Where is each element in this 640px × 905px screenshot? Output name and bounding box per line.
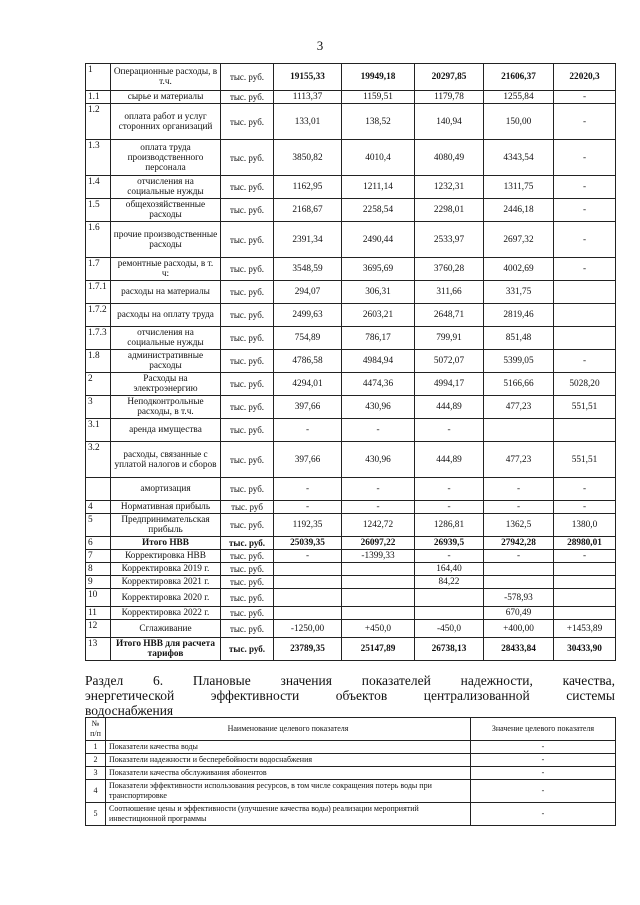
row-value-cell: 2258,54 bbox=[342, 199, 415, 222]
row-value-cell: 477,23 bbox=[484, 442, 554, 478]
row-name-cell: ремонтные расходы, в т. ч: bbox=[111, 258, 221, 281]
row-value-cell: 397,66 bbox=[274, 396, 342, 419]
row-unit-cell: тыс. руб. bbox=[221, 91, 274, 104]
row-value-cell: 30433,90 bbox=[554, 638, 616, 661]
section-6-heading-line-1: Раздел 6. Плановые значения показателей надежности, качества, bbox=[85, 673, 615, 688]
row-name-cell: Сглаживание bbox=[111, 620, 221, 638]
row-value-cell bbox=[554, 304, 616, 327]
table-row bbox=[86, 803, 616, 826]
row-value-cell: - bbox=[554, 199, 616, 222]
table-row bbox=[86, 741, 616, 754]
row-value-cell: 2819,46 bbox=[484, 304, 554, 327]
row-value-cell: 25039,35 bbox=[274, 537, 342, 550]
row-value-cell: 1179,78 bbox=[415, 91, 484, 104]
row-name-cell: Предпринимательская прибыль bbox=[111, 514, 221, 537]
row-number-cell: 2 bbox=[86, 373, 111, 396]
row-number-cell: 3.2 bbox=[86, 442, 111, 478]
row-number-cell: 4 bbox=[86, 501, 111, 514]
row-value-cell: 3850,82 bbox=[274, 140, 342, 176]
row-value-cell: - bbox=[554, 258, 616, 281]
row-value-cell: 477,23 bbox=[484, 396, 554, 419]
table-row bbox=[86, 258, 616, 281]
row-value-cell: - bbox=[274, 501, 342, 514]
table-row bbox=[86, 304, 616, 327]
row-value-cell: 551,51 bbox=[554, 442, 616, 478]
row-value-cell: -578,93 bbox=[484, 589, 554, 607]
targets-header-name: Наименование целевого показателя bbox=[106, 718, 471, 741]
row-value-cell: 670,49 bbox=[484, 607, 554, 620]
targets-header-num: № п/п bbox=[86, 718, 106, 741]
row-value-cell: 22020,3 bbox=[554, 64, 616, 91]
row-value-cell: - bbox=[415, 550, 484, 563]
row-value-cell: - bbox=[554, 176, 616, 199]
row-value-cell: 306,31 bbox=[342, 281, 415, 304]
row-value-cell: 1192,35 bbox=[274, 514, 342, 537]
row-unit-cell: тыс. руб. bbox=[221, 638, 274, 661]
row-name-cell: Корректировка 2019 г. bbox=[111, 563, 221, 576]
row-unit-cell: тыс. руб. bbox=[221, 304, 274, 327]
row-value-cell: - bbox=[415, 501, 484, 514]
row-number-cell: 1 bbox=[86, 64, 111, 91]
row-value-cell: 26097,22 bbox=[342, 537, 415, 550]
row-value-cell: 1380,0 bbox=[554, 514, 616, 537]
targets-table bbox=[85, 717, 616, 826]
row-value-cell: - bbox=[554, 104, 616, 140]
row-name-cell: оплата труда производственного персонала bbox=[111, 140, 221, 176]
row-value-cell bbox=[554, 419, 616, 442]
row-value-cell: 4002,69 bbox=[484, 258, 554, 281]
row-value-cell: 754,89 bbox=[274, 327, 342, 350]
row-value-cell: 294,07 bbox=[274, 281, 342, 304]
row-value-cell: 5072,07 bbox=[415, 350, 484, 373]
row-value-cell: 19155,33 bbox=[274, 64, 342, 91]
row-value-cell: 331,75 bbox=[484, 281, 554, 304]
row-number-cell: 12 bbox=[86, 620, 111, 638]
row-value-cell: - bbox=[415, 419, 484, 442]
row-name-cell: Корректировка 2021 г. bbox=[111, 576, 221, 589]
table-row bbox=[86, 767, 616, 780]
section-6-heading-line-2: энергетической эффективности объектов централизованной системы bbox=[85, 688, 615, 703]
row-name-cell: Операционные расходы, в т.ч. bbox=[111, 64, 221, 91]
row-number-cell: 3.1 bbox=[86, 419, 111, 442]
row-value-cell: 19949,18 bbox=[342, 64, 415, 91]
targets-header-value: Значение целевого показателя bbox=[471, 718, 616, 741]
table-row bbox=[86, 501, 616, 514]
target-name-cell: Показатели качества воды bbox=[106, 741, 471, 754]
row-value-cell bbox=[484, 563, 554, 576]
table-row bbox=[86, 373, 616, 396]
row-number-cell: 9 bbox=[86, 576, 111, 589]
row-value-cell: 851,48 bbox=[484, 327, 554, 350]
row-value-cell: 786,17 bbox=[342, 327, 415, 350]
row-number-cell: 1.7 bbox=[86, 258, 111, 281]
row-number-cell: 7 bbox=[86, 550, 111, 563]
row-value-cell: 2446,18 bbox=[484, 199, 554, 222]
row-unit-cell: тыс. руб. bbox=[221, 576, 274, 589]
row-value-cell bbox=[415, 607, 484, 620]
row-value-cell: 4343,54 bbox=[484, 140, 554, 176]
row-value-cell: 26738,13 bbox=[415, 638, 484, 661]
table-row bbox=[86, 537, 616, 550]
row-number-cell: 1.7.1 bbox=[86, 281, 111, 304]
row-number-cell: 1.3 bbox=[86, 140, 111, 176]
row-unit-cell: тыс. руб. bbox=[221, 104, 274, 140]
row-value-cell: +400,00 bbox=[484, 620, 554, 638]
row-unit-cell: тыс. руб. bbox=[221, 589, 274, 607]
row-value-cell: 4786,58 bbox=[274, 350, 342, 373]
row-name-cell: сырье и материалы bbox=[111, 91, 221, 104]
table-row bbox=[86, 478, 616, 501]
target-value-cell: - bbox=[471, 780, 616, 803]
target-name-cell: Соотношение цены и эффективности (улучшение качества воды) реализации мероприятий инвестиционной программы bbox=[106, 803, 471, 826]
row-unit-cell: тыс. руб. bbox=[221, 563, 274, 576]
row-name-cell: Корректировка 2022 г. bbox=[111, 607, 221, 620]
row-value-cell: 5166,66 bbox=[484, 373, 554, 396]
tariff-table-body bbox=[86, 64, 616, 661]
row-name-cell: отчисления на социальные нужды bbox=[111, 327, 221, 350]
row-number-cell bbox=[86, 478, 111, 501]
row-value-cell: +1453,89 bbox=[554, 620, 616, 638]
row-unit-cell: тыс. руб. bbox=[221, 442, 274, 478]
row-value-cell: - bbox=[554, 222, 616, 258]
target-value-cell: - bbox=[471, 767, 616, 780]
row-unit-cell: тыс. руб. bbox=[221, 64, 274, 91]
row-name-cell: общехозяйственные расходы bbox=[111, 199, 221, 222]
row-name-cell: Корректировка НВВ bbox=[111, 550, 221, 563]
row-value-cell bbox=[554, 281, 616, 304]
row-value-cell: - bbox=[554, 550, 616, 563]
row-value-cell: 799,91 bbox=[415, 327, 484, 350]
row-value-cell: 444,89 bbox=[415, 396, 484, 419]
row-value-cell bbox=[274, 589, 342, 607]
row-value-cell bbox=[342, 589, 415, 607]
row-value-cell: - bbox=[274, 550, 342, 563]
row-number-cell: 1.7.3 bbox=[86, 327, 111, 350]
row-value-cell: 4080,49 bbox=[415, 140, 484, 176]
row-value-cell: - bbox=[554, 350, 616, 373]
row-unit-cell: тыс. руб. bbox=[221, 537, 274, 550]
page-number: 3 bbox=[316, 38, 324, 53]
row-unit-cell: тыс. руб. bbox=[221, 373, 274, 396]
row-value-cell: 1242,72 bbox=[342, 514, 415, 537]
row-name-cell: оплата работ и услуг сторонних организаций bbox=[111, 104, 221, 140]
row-value-cell bbox=[554, 576, 616, 589]
row-unit-cell: тыс. руб. bbox=[221, 176, 274, 199]
row-name-cell: расходы на материалы bbox=[111, 281, 221, 304]
row-value-cell: 3695,69 bbox=[342, 258, 415, 281]
row-value-cell bbox=[342, 576, 415, 589]
target-name-cell: Показатели надежности и бесперебойности водоснабжения bbox=[106, 754, 471, 767]
row-value-cell: 1159,51 bbox=[342, 91, 415, 104]
target-value-cell: - bbox=[471, 754, 616, 767]
row-value-cell: - bbox=[484, 550, 554, 563]
table-row bbox=[86, 563, 616, 576]
row-unit-cell: тыс. руб. bbox=[221, 478, 274, 501]
row-value-cell: 84,22 bbox=[415, 576, 484, 589]
row-unit-cell: тыс. руб. bbox=[221, 281, 274, 304]
row-value-cell: 1362,5 bbox=[484, 514, 554, 537]
row-value-cell: 25147,89 bbox=[342, 638, 415, 661]
target-number-cell: 5 bbox=[86, 803, 106, 826]
table-row bbox=[86, 419, 616, 442]
row-value-cell: - bbox=[415, 478, 484, 501]
row-name-cell: административные расходы bbox=[111, 350, 221, 373]
row-number-cell: 11 bbox=[86, 607, 111, 620]
row-value-cell: -1250,00 bbox=[274, 620, 342, 638]
row-value-cell: 28980,01 bbox=[554, 537, 616, 550]
row-name-cell: Корректировка 2020 г. bbox=[111, 589, 221, 607]
row-number-cell: 1.7.2 bbox=[86, 304, 111, 327]
table-row bbox=[86, 754, 616, 767]
row-value-cell: 150,00 bbox=[484, 104, 554, 140]
table-row bbox=[86, 176, 616, 199]
row-number-cell: 1.8 bbox=[86, 350, 111, 373]
row-number-cell: 13 bbox=[86, 638, 111, 661]
targets-header-row bbox=[86, 718, 616, 741]
row-number-cell: 5 bbox=[86, 514, 111, 537]
row-unit-cell: тыс. руб. bbox=[221, 514, 274, 537]
row-value-cell: - bbox=[342, 419, 415, 442]
table-row bbox=[86, 607, 616, 620]
row-unit-cell: тыс. руб. bbox=[221, 620, 274, 638]
section-6-heading bbox=[85, 673, 615, 718]
table-row bbox=[86, 442, 616, 478]
row-value-cell: 164,40 bbox=[415, 563, 484, 576]
table-row bbox=[86, 104, 616, 140]
row-number-cell: 10 bbox=[86, 589, 111, 607]
target-number-cell: 4 bbox=[86, 780, 106, 803]
row-value-cell: - bbox=[274, 419, 342, 442]
row-value-cell bbox=[342, 607, 415, 620]
row-name-cell: амортизация bbox=[111, 478, 221, 501]
target-value-cell: - bbox=[471, 803, 616, 826]
row-number-cell: 8 bbox=[86, 563, 111, 576]
target-number-cell: 3 bbox=[86, 767, 106, 780]
row-value-cell: - bbox=[554, 140, 616, 176]
table-row bbox=[86, 140, 616, 176]
row-unit-cell: тыс. руб. bbox=[221, 258, 274, 281]
row-value-cell: 4010,4 bbox=[342, 140, 415, 176]
row-value-cell: 1286,81 bbox=[415, 514, 484, 537]
row-value-cell: 551,51 bbox=[554, 396, 616, 419]
row-value-cell: 140,94 bbox=[415, 104, 484, 140]
row-value-cell bbox=[554, 327, 616, 350]
row-value-cell bbox=[554, 563, 616, 576]
row-value-cell: 311,66 bbox=[415, 281, 484, 304]
row-value-cell: - bbox=[554, 91, 616, 104]
row-unit-cell: тыс. руб. bbox=[221, 419, 274, 442]
row-value-cell: 23789,35 bbox=[274, 638, 342, 661]
row-name-cell: Неподконтрольные расходы, в т.ч. bbox=[111, 396, 221, 419]
row-value-cell: +450,0 bbox=[342, 620, 415, 638]
row-unit-cell: тыс. руб. bbox=[221, 607, 274, 620]
row-value-cell bbox=[274, 563, 342, 576]
row-name-cell: расходы на оплату труда bbox=[111, 304, 221, 327]
row-value-cell: 4294,01 bbox=[274, 373, 342, 396]
row-value-cell: 2603,21 bbox=[342, 304, 415, 327]
row-name-cell: Итого НВВ bbox=[111, 537, 221, 550]
targets-table-body bbox=[86, 741, 616, 826]
table-row bbox=[86, 350, 616, 373]
row-value-cell: - bbox=[342, 478, 415, 501]
table-row bbox=[86, 64, 616, 91]
row-value-cell: -450,0 bbox=[415, 620, 484, 638]
row-unit-cell: тыс. руб. bbox=[221, 396, 274, 419]
row-value-cell: 28433,84 bbox=[484, 638, 554, 661]
row-value-cell: - bbox=[554, 501, 616, 514]
row-value-cell: 1311,75 bbox=[484, 176, 554, 199]
row-value-cell bbox=[484, 419, 554, 442]
row-value-cell: 2168,67 bbox=[274, 199, 342, 222]
row-unit-cell: тыс. руб. bbox=[221, 350, 274, 373]
row-unit-cell: тыс. руб. bbox=[221, 140, 274, 176]
row-value-cell bbox=[342, 563, 415, 576]
row-unit-cell: тыс. руб. bbox=[221, 327, 274, 350]
row-value-cell bbox=[274, 576, 342, 589]
row-name-cell: Нормативная прибыль bbox=[111, 501, 221, 514]
table-row bbox=[86, 780, 616, 803]
row-value-cell: 21606,37 bbox=[484, 64, 554, 91]
row-name-cell: Итого НВВ для расчета тарифов bbox=[111, 638, 221, 661]
row-value-cell: 430,96 bbox=[342, 442, 415, 478]
row-value-cell bbox=[274, 607, 342, 620]
row-number-cell: 6 bbox=[86, 537, 111, 550]
row-unit-cell: тыс. руб. bbox=[221, 550, 274, 563]
row-value-cell: 1232,31 bbox=[415, 176, 484, 199]
tariff-table bbox=[85, 63, 616, 661]
row-unit-cell: тыс. руб bbox=[221, 501, 274, 514]
table-row bbox=[86, 620, 616, 638]
row-value-cell: 2533,97 bbox=[415, 222, 484, 258]
row-value-cell: 27942,28 bbox=[484, 537, 554, 550]
row-value-cell: 1255,84 bbox=[484, 91, 554, 104]
row-name-cell: расходы, связанные с уплатой налогов и сборов bbox=[111, 442, 221, 478]
target-number-cell: 1 bbox=[86, 741, 106, 754]
row-value-cell: 5399,05 bbox=[484, 350, 554, 373]
row-name-cell: отчисления на социальные нужды bbox=[111, 176, 221, 199]
row-value-cell: 4474,36 bbox=[342, 373, 415, 396]
row-number-cell: 1.1 bbox=[86, 91, 111, 104]
table-row bbox=[86, 638, 616, 661]
target-value-cell: - bbox=[471, 741, 616, 754]
row-value-cell: - bbox=[274, 478, 342, 501]
row-value-cell: - bbox=[342, 501, 415, 514]
table-row bbox=[86, 91, 616, 104]
row-value-cell: 133,01 bbox=[274, 104, 342, 140]
row-value-cell: 430,96 bbox=[342, 396, 415, 419]
table-row bbox=[86, 281, 616, 304]
row-value-cell: - bbox=[484, 501, 554, 514]
table-row bbox=[86, 589, 616, 607]
row-name-cell: Расходы на электроэнергию bbox=[111, 373, 221, 396]
row-value-cell: -1399,33 bbox=[342, 550, 415, 563]
table-row bbox=[86, 199, 616, 222]
row-number-cell: 1.4 bbox=[86, 176, 111, 199]
row-value-cell: 3760,28 bbox=[415, 258, 484, 281]
row-value-cell: 1211,14 bbox=[342, 176, 415, 199]
row-value-cell: 2490,44 bbox=[342, 222, 415, 258]
target-name-cell: Показатели качества обслуживания абонентов bbox=[106, 767, 471, 780]
row-name-cell: аренда имущества bbox=[111, 419, 221, 442]
row-value-cell: - bbox=[484, 478, 554, 501]
row-value-cell: 4984,94 bbox=[342, 350, 415, 373]
row-unit-cell: тыс. руб. bbox=[221, 222, 274, 258]
row-value-cell: 5028,20 bbox=[554, 373, 616, 396]
table-row bbox=[86, 327, 616, 350]
table-row bbox=[86, 396, 616, 419]
row-value-cell: 2697,32 bbox=[484, 222, 554, 258]
row-value-cell: 2648,71 bbox=[415, 304, 484, 327]
row-value-cell: - bbox=[554, 478, 616, 501]
row-value-cell: 1113,37 bbox=[274, 91, 342, 104]
row-value-cell: 444,89 bbox=[415, 442, 484, 478]
row-value-cell: 397,66 bbox=[274, 442, 342, 478]
table-row bbox=[86, 514, 616, 537]
row-number-cell: 1.5 bbox=[86, 199, 111, 222]
row-number-cell: 3 bbox=[86, 396, 111, 419]
row-value-cell: 2391,34 bbox=[274, 222, 342, 258]
row-value-cell bbox=[554, 589, 616, 607]
table-row bbox=[86, 550, 616, 563]
row-value-cell bbox=[415, 589, 484, 607]
row-value-cell: 2499,63 bbox=[274, 304, 342, 327]
row-value-cell: 2298,01 bbox=[415, 199, 484, 222]
row-value-cell: 26939,5 bbox=[415, 537, 484, 550]
row-value-cell bbox=[484, 576, 554, 589]
row-value-cell: 1162,95 bbox=[274, 176, 342, 199]
row-value-cell: 20297,85 bbox=[415, 64, 484, 91]
table-row bbox=[86, 222, 616, 258]
table-row bbox=[86, 576, 616, 589]
row-value-cell: 138,52 bbox=[342, 104, 415, 140]
row-value-cell bbox=[554, 607, 616, 620]
target-name-cell: Показатели эффективности использования ресурсов, в том числе сокращения потерь воды при транспортировке bbox=[106, 780, 471, 803]
section-6-heading-line-3: водоснабжения bbox=[85, 703, 174, 718]
row-number-cell: 1.6 bbox=[86, 222, 111, 258]
target-number-cell: 2 bbox=[86, 754, 106, 767]
row-unit-cell: тыс. руб. bbox=[221, 199, 274, 222]
row-value-cell: 3548,59 bbox=[274, 258, 342, 281]
row-number-cell: 1.2 bbox=[86, 104, 111, 140]
row-value-cell: 4994,17 bbox=[415, 373, 484, 396]
row-name-cell: прочие производственные расходы bbox=[111, 222, 221, 258]
